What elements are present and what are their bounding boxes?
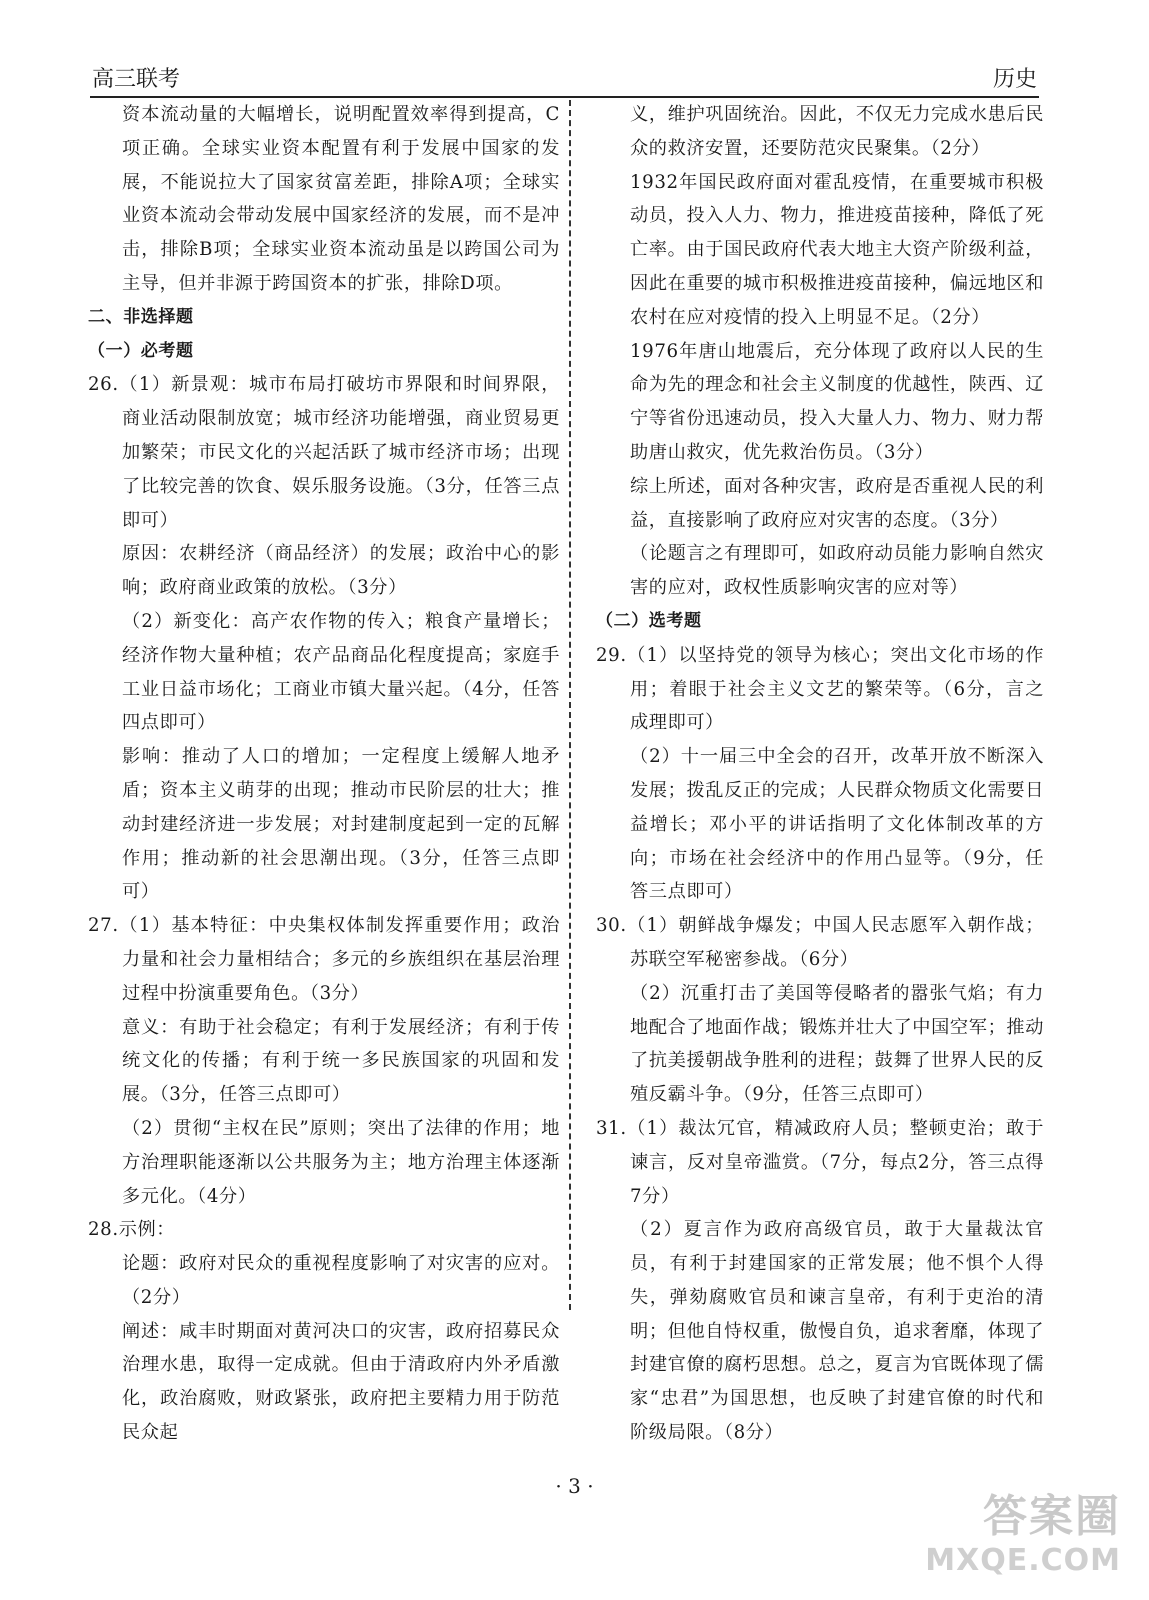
right-column-paragraph: 30.（1）朝鲜战争爆发；中国人民志愿军入朝作战；苏联空军秘密参战。（6分） xyxy=(596,915,1044,970)
left-column-paragraph: 意义：有助于社会稳定；有利于发展经济；有利于传统文化的传播；有利于统一多民族国家的巩固和发展。（3分，任答三点即可） xyxy=(122,1016,560,1106)
left-column-paragraph: 28.示例： xyxy=(88,1219,176,1241)
right-column-paragraph: 1976年唐山地震后，充分体现了政府以人民的生命为先的理念和社会主义制度的优越性，陕西、辽宁等省份迅速动员，投入大量人力、物力、财力帮助唐山救灾，优先救治伤员。（3分） xyxy=(630,340,1044,463)
right-column xyxy=(596,98,1044,1450)
left-column-paragraph: 26.（1）新景观：城市布局打破坊市界限和时间界限，商业活动限制放宽；城市经济功能增强，商业贸易更加繁荣；市民文化的兴起活跃了城市经济市场；出现了比较完善的饮食、娱乐服务设施。（3分，任答三点即可） xyxy=(88,374,560,531)
page-header xyxy=(90,60,1039,98)
right-column-paragraph: （2）沉重打击了美国等侵略者的嚣张气焰；有力地配合了地面作战；锻炼并壮大了中国空军；推动了抗美援朝战争胜利的进程；鼓舞了世界人民的反殖反霸斗争。（9分，任答三点即可） xyxy=(630,982,1044,1106)
left-column-paragraph: 影响：推动了人口的增加；一定程度上缓解人地矛盾；资本主义萌芽的出现；推动市民阶层的壮大；推动封建经济进一步发展；对封建制度起到一定的瓦解作用；推动新的社会思潮出现。（3分，任答三点即可） xyxy=(122,746,560,903)
header-left-title: 高三联考 xyxy=(92,67,181,92)
right-column-paragraph: （论题言之有理即可，如政府动员能力影响自然灾害的应对，政权性质影响灾害的应对等） xyxy=(630,543,1044,599)
right-column-paragraph: 1932年国民政府面对霍乱疫情，在重要城市积极动员，投入人力、物力，推进疫苗接种，降低了死亡率。由于国民政府代表大地主大资产阶级利益，因此在重要的城市积极推进疫苗接种，偏远地区和农村在应对疫情的投入上明显不足。（2分） xyxy=(630,171,1044,328)
right-column-paragraph: （二）选考题 xyxy=(596,610,702,631)
watermark-bottom-text: MXQE.COM xyxy=(925,1543,1121,1578)
right-column-paragraph: 义，维护巩固统治。因此，不仅无力完成水患后民众的救济安置，还要防范灾民聚集。（2分） xyxy=(630,104,1044,159)
left-column-paragraph: （一）必考题 xyxy=(88,340,194,361)
right-column-paragraph: 31.（1）裁汰冗官，精减政府人员；整顿吏治；敢于谏言，反对皇帝滥赏。（7分，每点2分，答三点得7分） xyxy=(596,1117,1044,1207)
left-column-paragraph: （2）新变化：高产农作物的传入；粮食产量增长；经济作物大量种植；农产品商品化程度提高；家庭手工业日益市场化；工商业市镇大量兴起。（4分，任答四点即可） xyxy=(122,610,560,734)
left-column xyxy=(88,98,560,1450)
right-column-paragraph: （2）十一届三中全会的召开，改革开放不断深入发展；拨乱反正的完成；人民群众物质文化需要日益增长；邓小平的讲话指明了文化体制改革的方向；市场在社会经济中的作用凸显等。（9分，任答三点即可） xyxy=(630,746,1044,903)
page-number: · 3 · xyxy=(555,1474,594,1498)
watermark-top-text: 答案圈 xyxy=(983,1491,1121,1542)
watermark-logo xyxy=(925,1480,1129,1580)
left-column-paragraph: 阐述：咸丰时期面对黄河决口的灾害，政府招募民众治理水患，取得一定成就。但由于清政府内外矛盾激化，政治腐败，财政紧张，政府把主要精力用于防范民众起 xyxy=(122,1320,560,1444)
header-right-subject: 历史 xyxy=(992,67,1037,92)
right-column-paragraph: （2）夏言作为政府高级官员，敢于大量裁汰官员，有利于封建国家的正常发展；他不惧个人得失，弹劾腐败官员和谏言皇帝，有利于吏治的清明；但他自恃权重，傲慢自负，追求奢靡，体现了封建官僚的腐朽思想。总之，夏言为官既体现了儒家“忠君”为国思想，也反映了封建官僚的时代和阶级局限。（8分） xyxy=(630,1219,1044,1444)
right-column-paragraph: 29.（1）以坚持党的领导为核心；突出文化市场的作用；着眼于社会主义文艺的繁荣等。（6分，言之成理即可） xyxy=(596,644,1044,734)
left-column-paragraph: （2）贯彻“主权在民”原则；突出了法律的作用；地方治理职能逐渐以公共服务为主；地方治理主体逐渐多元化。（4分） xyxy=(122,1117,560,1207)
left-column-paragraph: 二、非选择题 xyxy=(88,306,194,327)
left-column-paragraph: 27.（1）基本特征：中央集权体制发挥重要作用；政治力量和社会力量相结合；多元的乡族组织在基层治理过程中扮演重要角色。（3分） xyxy=(88,915,560,1004)
left-column-paragraph: 论题：政府对民众的重视程度影响了对灾害的应对。（2分） xyxy=(122,1253,560,1308)
column-divider xyxy=(569,100,571,1310)
right-column-paragraph: 综上所述，面对各种灾害，政府是否重视人民的利益，直接影响了政府应对灾害的态度。（3分） xyxy=(630,475,1044,531)
left-column-paragraph: 原因：农耕经济（商品经济）的发展；政治中心的影响；政府商业政策的放松。（3分） xyxy=(122,543,560,599)
left-column-paragraph: 资本流动量的大幅增长，说明配置效率得到提高，C项正确。全球实业资本配置有利于发展中国家的发展，不能说拉大了国家贫富差距，排除A项；全球实业资本流动会带动发展中国家经济的发展，而不是冲击，排除B项；全球实业资本流动虽是以跨国公司为主导，但并非源于跨国资本的扩张，排除D项。 xyxy=(122,104,560,294)
